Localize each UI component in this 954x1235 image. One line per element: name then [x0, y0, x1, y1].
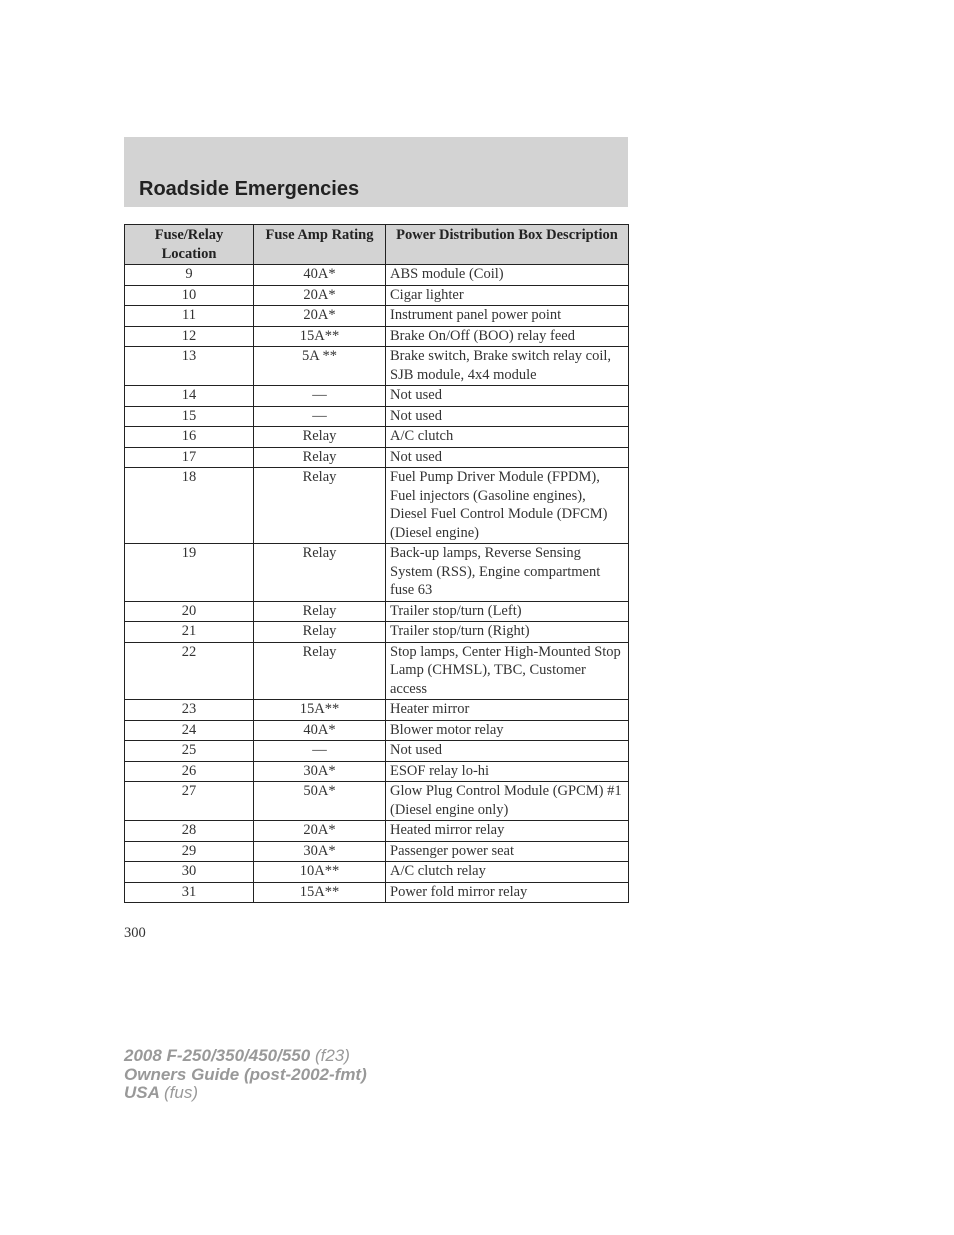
cell-location: 19	[125, 544, 254, 602]
table-row	[125, 326, 629, 347]
cell-rating: Relay	[254, 544, 386, 602]
table-row	[125, 544, 629, 602]
footer-line-model	[124, 1047, 367, 1066]
cell-rating: —	[254, 741, 386, 762]
table-row	[125, 782, 629, 821]
cell-rating: Relay	[254, 642, 386, 700]
cell-description: Not used	[386, 406, 629, 427]
table-header-row	[125, 225, 629, 265]
column-header-location: Fuse/Relay Location	[125, 225, 254, 265]
cell-rating: 50A*	[254, 782, 386, 821]
cell-description: Not used	[386, 447, 629, 468]
cell-rating: 15A**	[254, 326, 386, 347]
section-header	[124, 137, 628, 207]
cell-location: 28	[125, 821, 254, 842]
cell-description: Not used	[386, 741, 629, 762]
cell-location: 9	[125, 265, 254, 286]
table-row	[125, 306, 629, 327]
cell-location: 13	[125, 347, 254, 386]
table-row	[125, 622, 629, 643]
column-header-description: Power Distribution Box Description	[386, 225, 629, 265]
cell-location: 14	[125, 386, 254, 407]
cell-description: Glow Plug Control Module (GPCM) #1 (Diesel engine only)	[386, 782, 629, 821]
footer-line-market	[124, 1084, 367, 1103]
cell-rating: 20A*	[254, 821, 386, 842]
cell-location: 10	[125, 285, 254, 306]
cell-description: Stop lamps, Center High-Mounted Stop Lamp (CHMSL), TBC, Customer access	[386, 642, 629, 700]
cell-description: Blower motor relay	[386, 720, 629, 741]
cell-rating: Relay	[254, 601, 386, 622]
cell-location: 15	[125, 406, 254, 427]
table-row	[125, 386, 629, 407]
table-row	[125, 285, 629, 306]
cell-description: Fuel Pump Driver Module (FPDM), Fuel injectors (Gasoline engines), Diesel Fuel Control Module (DFCM) (Diesel engine)	[386, 468, 629, 544]
cell-description: Brake On/Off (BOO) relay feed	[386, 326, 629, 347]
cell-description: Passenger power seat	[386, 841, 629, 862]
cell-description: ABS module (Coil)	[386, 265, 629, 286]
cell-location: 20	[125, 601, 254, 622]
cell-location: 27	[125, 782, 254, 821]
cell-location: 22	[125, 642, 254, 700]
cell-rating: 10A**	[254, 862, 386, 883]
cell-description: Cigar lighter	[386, 285, 629, 306]
cell-description: Heated mirror relay	[386, 821, 629, 842]
cell-description: A/C clutch relay	[386, 862, 629, 883]
table-row	[125, 347, 629, 386]
section-title: Roadside Emergencies	[139, 178, 360, 200]
cell-description: Trailer stop/turn (Right)	[386, 622, 629, 643]
footer-line-guide	[124, 1066, 367, 1085]
cell-rating: 5A **	[254, 347, 386, 386]
footer-model: 2008 F-250/350/450/550	[124, 1046, 311, 1065]
cell-location: 21	[125, 622, 254, 643]
table-row	[125, 720, 629, 741]
table-row	[125, 821, 629, 842]
cell-description: A/C clutch	[386, 427, 629, 448]
cell-location: 30	[125, 862, 254, 883]
table-row	[125, 406, 629, 427]
table-row	[125, 447, 629, 468]
cell-rating: 30A*	[254, 841, 386, 862]
cell-description: Trailer stop/turn (Left)	[386, 601, 629, 622]
document-footer	[124, 1047, 367, 1103]
cell-rating: 40A*	[254, 265, 386, 286]
column-header-rating: Fuse Amp Rating	[254, 225, 386, 265]
cell-rating: Relay	[254, 447, 386, 468]
cell-description: Instrument panel power point	[386, 306, 629, 327]
table-row	[125, 841, 629, 862]
cell-location: 26	[125, 761, 254, 782]
cell-location: 17	[125, 447, 254, 468]
cell-location: 29	[125, 841, 254, 862]
cell-rating: 30A*	[254, 761, 386, 782]
cell-location: 24	[125, 720, 254, 741]
table-row	[125, 468, 629, 544]
table-row	[125, 427, 629, 448]
cell-rating: 20A*	[254, 285, 386, 306]
cell-location: 31	[125, 882, 254, 903]
table-row	[125, 882, 629, 903]
cell-description: Back-up lamps, Reverse Sensing System (RSS), Engine compartment fuse 63	[386, 544, 629, 602]
footer-market-code: (fus)	[164, 1083, 198, 1102]
cell-description: Power fold mirror relay	[386, 882, 629, 903]
cell-rating: 15A**	[254, 882, 386, 903]
fuse-table-body	[125, 265, 629, 903]
cell-location: 18	[125, 468, 254, 544]
cell-rating: —	[254, 386, 386, 407]
table-row	[125, 642, 629, 700]
cell-rating: —	[254, 406, 386, 427]
cell-location: 25	[125, 741, 254, 762]
cell-rating: Relay	[254, 622, 386, 643]
table-row	[125, 700, 629, 721]
cell-description: Not used	[386, 386, 629, 407]
table-row	[125, 761, 629, 782]
cell-description: ESOF relay lo-hi	[386, 761, 629, 782]
cell-rating: 15A**	[254, 700, 386, 721]
cell-location: 12	[125, 326, 254, 347]
table-row	[125, 741, 629, 762]
table-row	[125, 265, 629, 286]
footer-model-code: (f23)	[314, 1046, 350, 1065]
page-number: 300	[124, 925, 146, 941]
cell-rating: Relay	[254, 468, 386, 544]
fuse-table	[124, 224, 629, 903]
cell-rating: Relay	[254, 427, 386, 448]
cell-location: 11	[125, 306, 254, 327]
cell-location: 23	[125, 700, 254, 721]
table-row	[125, 862, 629, 883]
cell-location: 16	[125, 427, 254, 448]
cell-rating: 40A*	[254, 720, 386, 741]
table-row	[125, 601, 629, 622]
cell-description: Heater mirror	[386, 700, 629, 721]
cell-rating: 20A*	[254, 306, 386, 327]
footer-guide: Owners Guide (post-2002-fmt)	[124, 1064, 367, 1084]
cell-description: Brake switch, Brake switch relay coil, SJB module, 4x4 module	[386, 347, 629, 386]
footer-market: USA	[124, 1083, 160, 1102]
